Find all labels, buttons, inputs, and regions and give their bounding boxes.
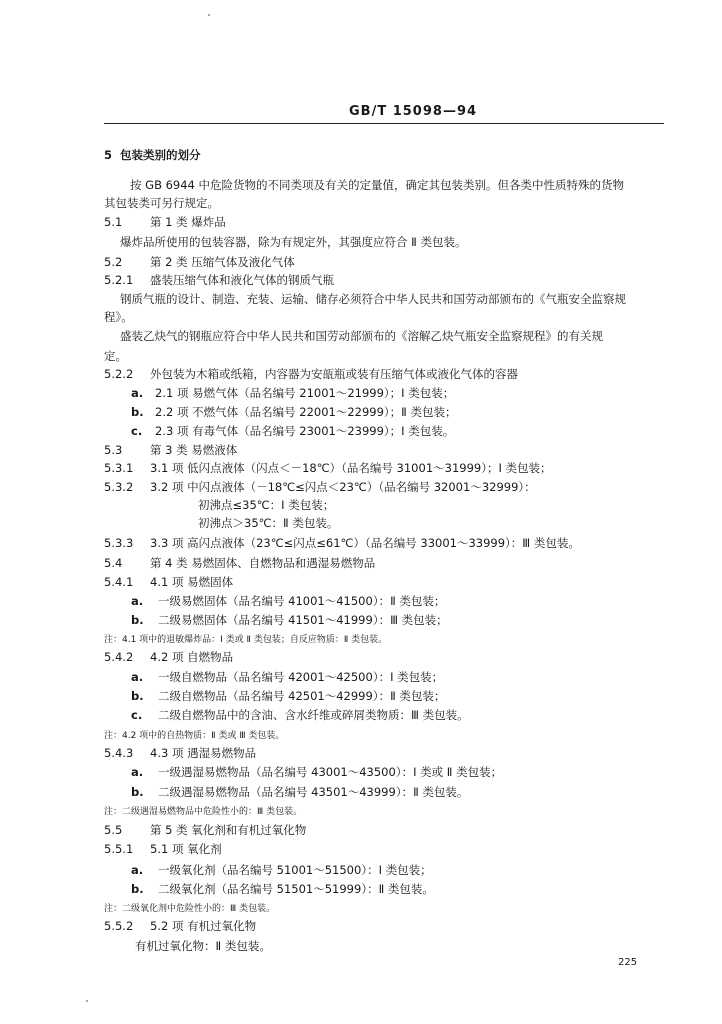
body-text-line: 盛装乙炔气的钢瓶应符合中华人民共和国劳动部颁布的《溶解乙炔气瓶安全监察规程》的有关规 — [120, 329, 603, 343]
body-text-line: 3.1 项 低闪点液体（闪点＜－18℃）（品名编号 31001～31999）；Ⅰ 类包装； — [150, 461, 552, 475]
body-text-line: 第 5 类 氧化剂和有机过氧化物 — [150, 823, 307, 837]
body-text-line: 一级易燃固体（品名编号 41001～41500）：Ⅱ 类包装； — [158, 594, 446, 608]
body-text-line: 其包装类可另行规定。 — [104, 196, 219, 210]
body-text-line: 二级氧化剂（品名编号 51501～51999）：Ⅱ 类包装。 — [158, 882, 434, 896]
header-rule — [104, 123, 664, 124]
body-text-line: 初沸点≤35℃：Ⅰ 类包装； — [198, 498, 335, 512]
scan-speck — [208, 14, 210, 16]
body-text-line: 定。 — [104, 349, 127, 363]
note-text: 注：4.2 项中的自热物质：Ⅱ 类或 Ⅲ 类包装。 — [104, 731, 285, 741]
page-number: 225 — [618, 957, 638, 968]
body-text-line: 爆炸品所使用的包装容器，除为有规定外，其强度应符合 Ⅱ 类包装。 — [120, 235, 467, 249]
body-text-line: 5.2 项 有机过氧化物 — [150, 919, 257, 933]
body-text-line: 第 4 类 易燃固体、自燃物品和遇湿易燃物品 — [150, 556, 376, 570]
section-number: 5.2.1 — [104, 273, 134, 287]
section-number: 5.5 — [104, 823, 123, 837]
item-label: b. — [131, 785, 144, 799]
section-number: 5.3.3 — [104, 536, 134, 550]
body-text-line: 有机过氧化物：Ⅱ 类包装。 — [135, 939, 271, 953]
body-text-line: 第 1 类 爆炸品 — [150, 215, 226, 229]
section-number: 5.1 — [104, 215, 123, 229]
note-text: 注：二级遇湿易燃物品中危险性小的：Ⅲ 类包装。 — [104, 807, 303, 817]
section-number: 5 — [104, 148, 113, 162]
body-text-line: 包装类别的划分 — [120, 148, 201, 162]
section-number: 5.4.1 — [104, 575, 134, 589]
body-text-line: 一级氧化剂（品名编号 51001～51500）：Ⅰ 类包装； — [158, 863, 432, 877]
section-number: 5.3.2 — [104, 480, 134, 494]
body-text-line: 程》。 — [104, 310, 133, 324]
body-text-line: 5.1 项 氧化剂 — [150, 842, 222, 856]
section-number: 5.4 — [104, 556, 123, 570]
body-text-line: 二级易燃固体（品名编号 41501～41999）：Ⅲ 类包装； — [158, 613, 448, 627]
item-label: a. — [131, 594, 144, 608]
body-text-line: 钢质气瓶的设计、制造、充装、运输、储存必须符合中华人民共和国劳动部颁布的《气瓶安全监察规 — [120, 292, 626, 306]
body-text-line: 3.3 项 高闪点液体（23℃≤闪点≤61℃）（品名编号 33001～33999）：Ⅲ 类包装。 — [150, 536, 580, 550]
body-text-line: 一级自燃物品（品名编号 42001～42500）：Ⅰ 类包装； — [158, 670, 444, 684]
body-text-line: 按 GB 6944 中危险货物的不同类项及有关的定量值，确定其包装类别。但各类中性质特殊的货物 — [130, 178, 625, 192]
note-text: 注：二级氧化剂中危险性小的：Ⅲ 类包装。 — [104, 904, 276, 914]
body-text-line: 2.3 项 有毒气体（品名编号 23001～23999）；Ⅰ 类包装。 — [155, 424, 455, 438]
scan-speck — [86, 1000, 88, 1002]
section-number: 5.3 — [104, 443, 123, 457]
item-label: c. — [131, 708, 143, 722]
section-number: 5.2.2 — [104, 367, 134, 381]
section-number: 5.4.3 — [104, 746, 134, 760]
section-number: 5.5.1 — [104, 842, 134, 856]
body-text-line: 2.1 项 易燃气体（品名编号 21001～21999）；Ⅰ 类包装； — [155, 386, 455, 400]
body-text-line: 外包装为木箱或纸箱，内容器为安瓿瓶或装有压缩气体或液化气体的容器 — [150, 367, 518, 381]
item-label: c. — [131, 424, 143, 438]
body-text-line: 盛装压缩气体和液化气体的钢质气瓶 — [150, 273, 334, 287]
body-text-line: 2.2 项 不燃气体（品名编号 22001～22999）；Ⅱ 类包装； — [155, 405, 457, 419]
section-number: 5.5.2 — [104, 919, 134, 933]
section-number: 5.3.1 — [104, 461, 134, 475]
item-label: a. — [131, 386, 144, 400]
section-number: 5.4.2 — [104, 650, 134, 664]
body-text-line: 一级遇湿易燃物品（品名编号 43001～43500）：Ⅰ 类或 Ⅱ 类包装； — [158, 765, 503, 779]
section-number: 5.2 — [104, 255, 123, 269]
body-text-line: 3.2 项 中闪点液体（－18℃≤闪点＜23℃）（品名编号 32001～32999）： — [150, 480, 536, 494]
item-label: b. — [131, 613, 144, 627]
body-text-line: 二级遇湿易燃物品（品名编号 43501～43999）：Ⅱ 类包装。 — [158, 785, 469, 799]
body-text-line: 4.2 项 自燃物品 — [150, 650, 234, 664]
body-text-line: 二级自燃物品中的含油、含水纤维或碎屑类物质：Ⅲ 类包装。 — [158, 708, 469, 722]
item-label: b. — [131, 689, 144, 703]
body-text-line: 第 3 类 易燃液体 — [150, 443, 238, 457]
page-header: GB/T 15098—94 — [349, 104, 478, 119]
note-text: 注：4.1 项中的退敏爆炸品：Ⅰ 类或 Ⅱ 类包装；自反应物质：Ⅱ 类包装。 — [104, 635, 388, 645]
body-text-line: 4.3 项 遇湿易燃物品 — [150, 746, 257, 760]
body-text-line: 初沸点＞35℃：Ⅱ 类包装。 — [198, 516, 339, 530]
body-text-line: 第 2 类 压缩气体及液化气体 — [150, 255, 295, 269]
item-label: a. — [131, 765, 144, 779]
body-text-line: 二级自燃物品（品名编号 42501～42999）：Ⅱ 类包装； — [158, 689, 446, 703]
item-label: a. — [131, 670, 144, 684]
item-label: a. — [131, 863, 144, 877]
body-text-line: 4.1 项 易燃固体 — [150, 575, 234, 589]
item-label: b. — [131, 882, 144, 896]
item-label: b. — [131, 405, 144, 419]
